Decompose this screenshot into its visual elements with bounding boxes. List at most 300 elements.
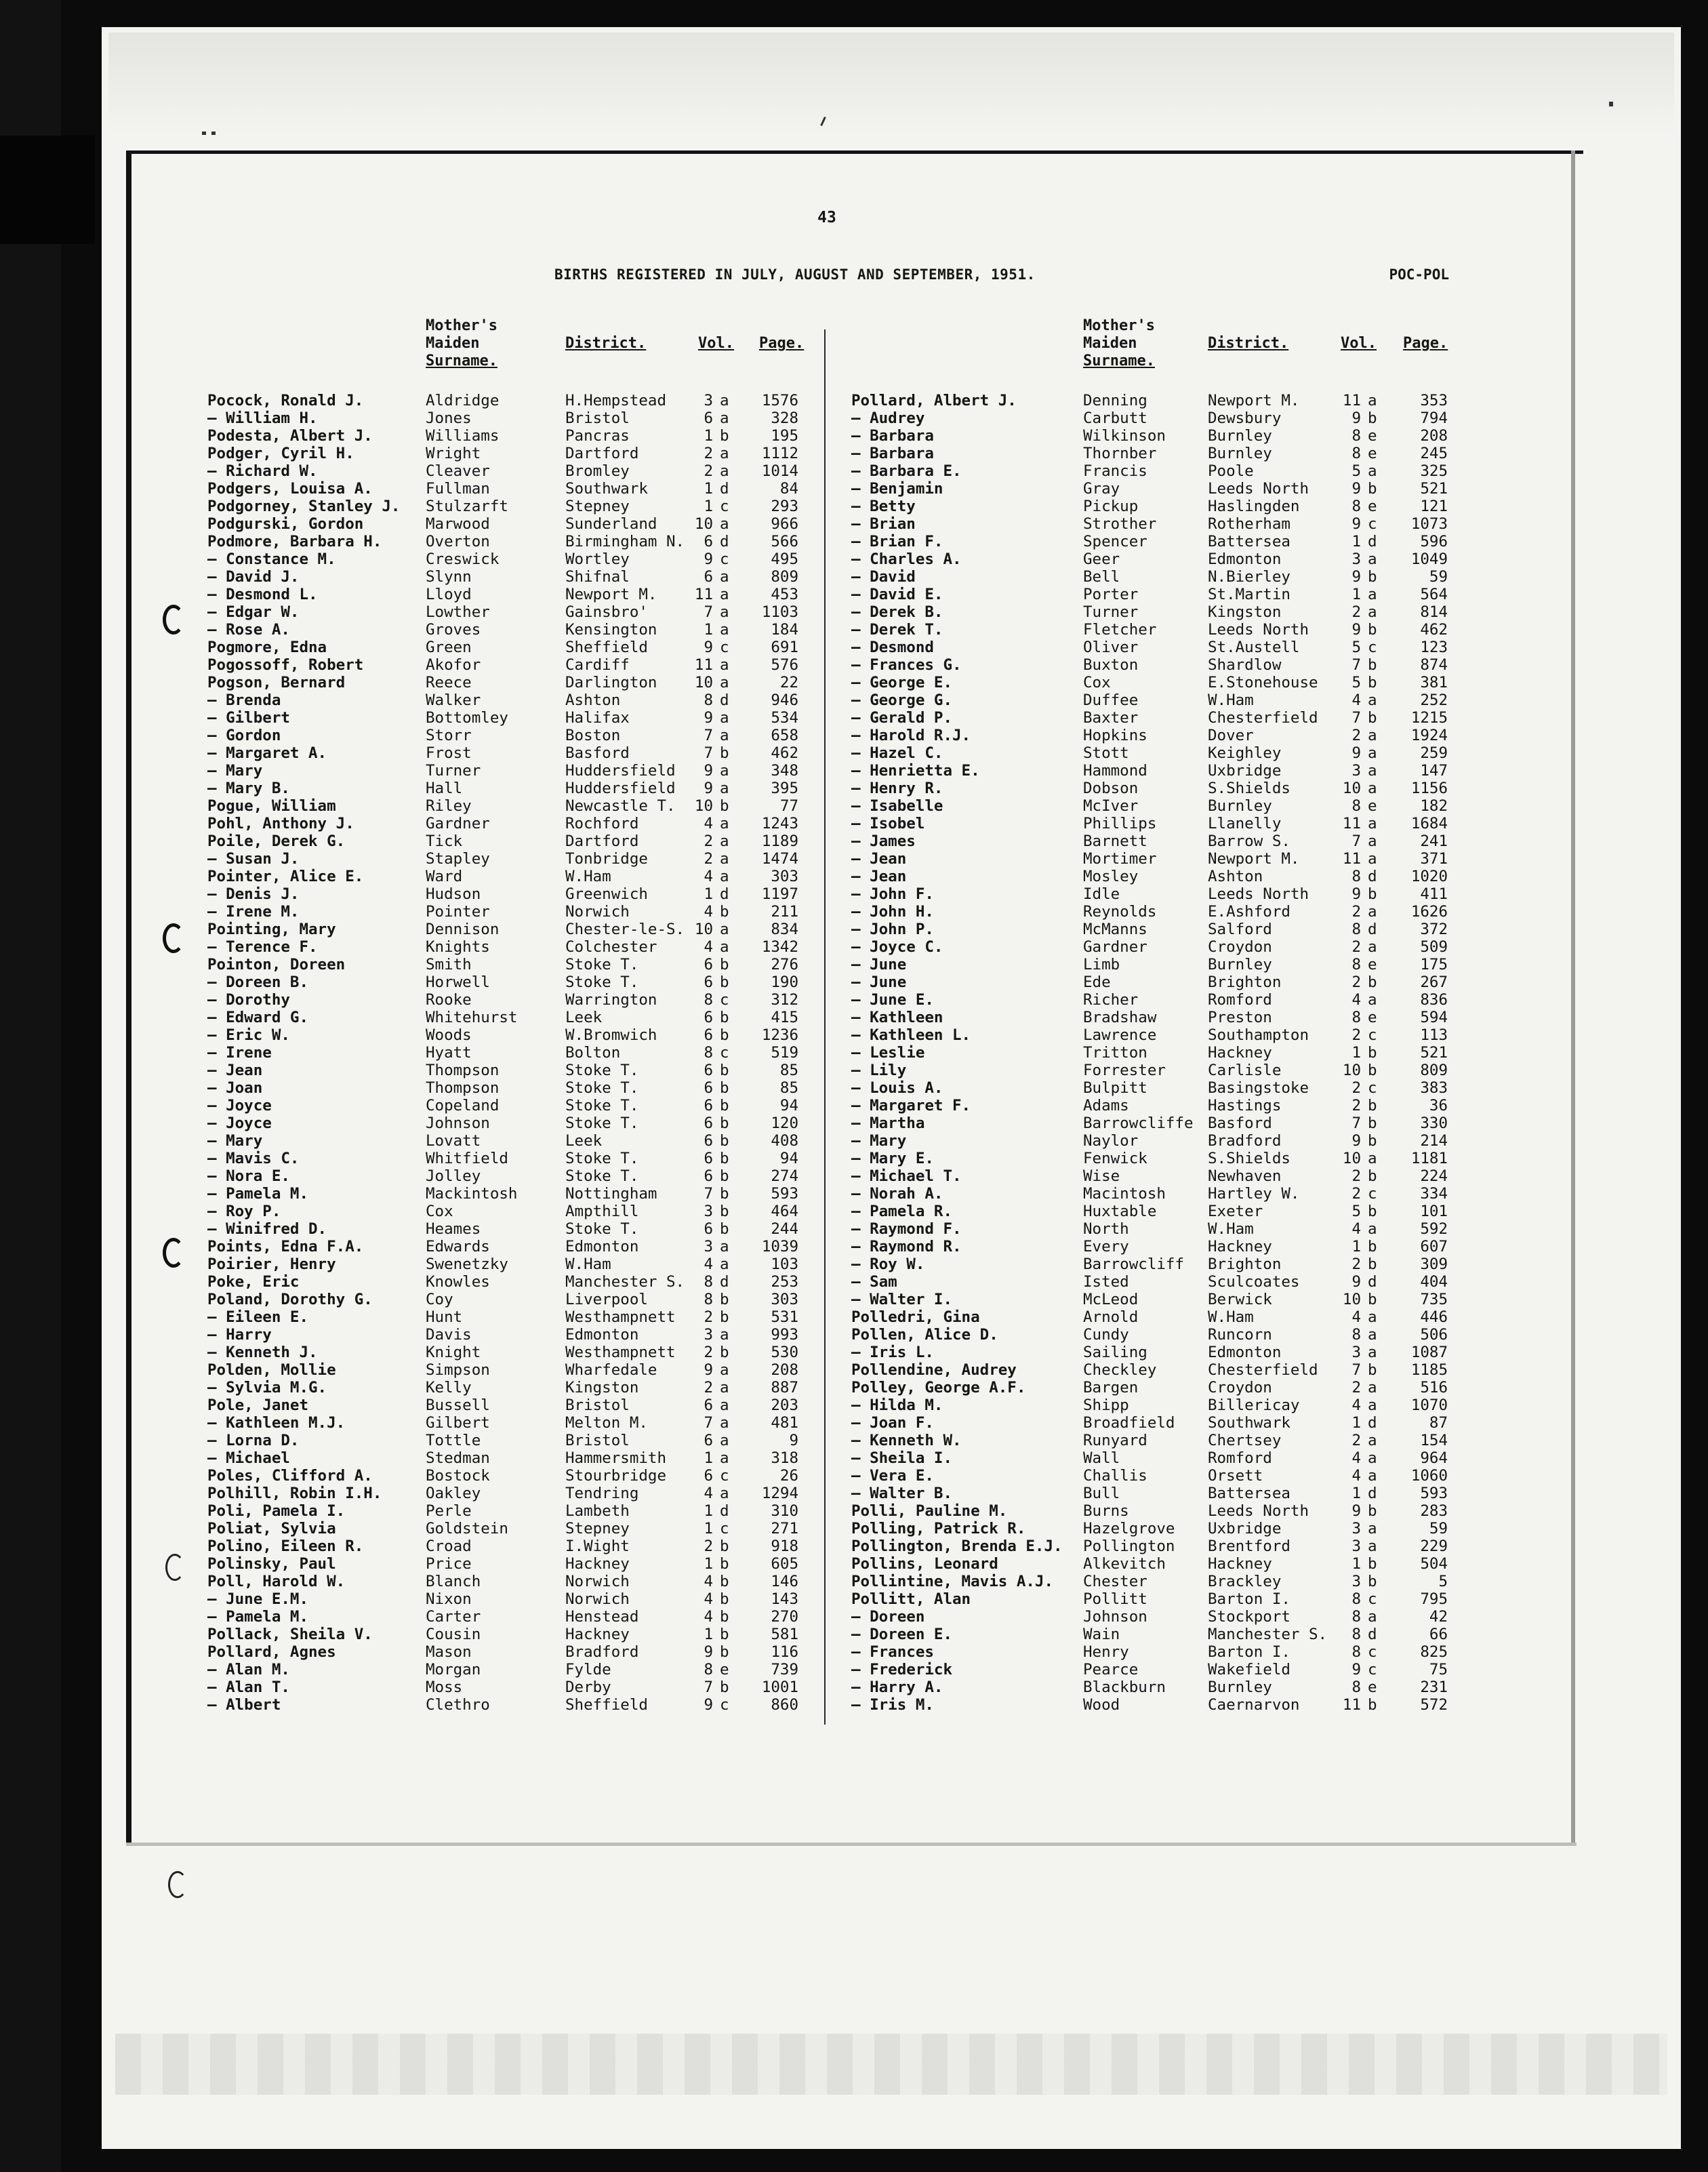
registration-district: Darlington [565,674,657,691]
mother-maiden-surname: Knowles [426,1273,490,1291]
mother-maiden-surname: Jones [426,409,472,427]
entry-name: Pollard, Agnes [207,1643,336,1661]
volume-part: a [720,1485,729,1502]
page-reference: 271 [771,1520,798,1537]
page-reference: 395 [771,780,798,797]
entry-name: — June [851,973,907,991]
volume-number: 3 [704,392,713,409]
mother-maiden-surname: Overton [426,533,490,550]
entry-name: — Frances G. [851,656,962,674]
page-reference: 59 [1429,568,1448,586]
vol-header: Vol. [698,335,734,352]
page-reference: 147 [1420,762,1448,780]
registration-district: Burnley [1208,427,1272,445]
entry-name: — Vera E. [851,1467,934,1485]
registration-district: Croydon [1208,1379,1272,1396]
entry-name: — Doreen B. [207,973,309,991]
volume-number: 7 [704,1414,713,1432]
registration-district: Stepney [565,498,630,515]
volume-part: a [720,815,729,832]
mother-maiden-surname: Barrowcliffe [1083,1114,1194,1132]
registration-district: Leeds North [1208,621,1309,639]
registration-district: Dewsbury [1208,409,1282,427]
mother-maiden-surname: Coy [426,1291,453,1308]
page-reference: 1924 [1410,727,1448,744]
entry-name: Pogossoff, Robert [207,656,364,674]
registration-district: Bradford [565,1643,639,1661]
volume-number: 2 [704,832,713,850]
volume-number: 8 [1351,1626,1361,1643]
registration-district: Barton I. [1208,1643,1290,1661]
volume-part: a [720,445,729,462]
mother-maiden-surname: Pointer [426,903,490,921]
registration-district: Leeds North [1208,885,1309,903]
volume-part: b [1368,973,1377,991]
registration-district: W.Bromwich [565,1026,657,1044]
registration-district: Keighley [1208,744,1282,762]
entry-name: — Derek T. [851,621,943,639]
volume-part: d [1368,1485,1377,1502]
page-reference: 887 [771,1379,798,1396]
page-reference: 411 [1420,885,1448,903]
registration-district: Huddersfield [565,762,676,780]
volume-number: 8 [1351,956,1361,973]
volume-number: 4 [704,1255,713,1273]
entry-name: — Walter I. [851,1291,953,1308]
page-reference: 5 [1438,1573,1448,1590]
mother-maiden-surname: Lowther [426,603,490,621]
volume-part: b [1368,568,1377,586]
page-reference: 259 [1420,744,1448,762]
entry-name: Poliat, Sylvia [207,1520,336,1537]
entry-name: — Derek B. [851,603,943,621]
volume-number: 7 [704,744,713,762]
volume-part: a [720,780,729,797]
entry-name: — Pamela M. [207,1185,309,1203]
volume-part: c [720,1520,729,1537]
entry-name: — Edgar W. [207,603,300,621]
registration-district: Wharfedale [565,1361,657,1379]
mother-maiden-surname: Cleaver [426,462,490,480]
volume-number: 9 [1351,568,1361,586]
volume-number: 9 [704,709,713,727]
entry-name: Podgers, Louisa A. [207,480,373,498]
volume-part: a [720,1326,729,1344]
entry-name: Pollington, Brenda E.J. [851,1537,1063,1555]
page-reference: 190 [771,973,798,991]
volume-part: e [1368,498,1377,515]
volume-number: 7 [1351,1114,1361,1132]
volume-part: d [1368,1414,1377,1432]
page-reference: 85 [779,1062,798,1079]
mother-maiden-surname: Wain [1083,1626,1120,1643]
registration-district: Sunderland [565,515,657,533]
mother-maiden-surname: Adams [1083,1097,1129,1114]
volume-number: 1 [1351,1238,1361,1255]
mother-maiden-surname: North [1083,1220,1129,1238]
volume-part: d [720,1502,729,1520]
volume-number: 8 [704,1044,713,1062]
mother-maiden-surname: Lloyd [426,586,472,603]
volume-number: 2 [704,850,713,868]
entry-name: — Denis J. [207,885,300,903]
volume-number: 9 [1351,515,1361,533]
page-reference: 175 [1420,956,1448,973]
entry-name: Podesta, Albert J. [207,427,373,445]
volume-part: a [720,868,729,885]
mother-maiden-surname: Perle [426,1502,472,1520]
mother-maiden-surname: Johnson [1083,1608,1147,1626]
page-reference: 1189 [761,832,798,850]
sheet-edge [1571,150,1575,1845]
page-reference: 371 [1420,850,1448,868]
volume-number: 1 [1351,1044,1361,1062]
volume-number: 8 [1351,1608,1361,1626]
page-reference: 1294 [761,1485,798,1502]
mother-maiden-surname: Lawrence [1083,1026,1157,1044]
registration-district: Hartley W. [1208,1185,1300,1203]
page-reference: 605 [771,1555,798,1573]
mother-maiden-surname: Oliver [1083,639,1139,656]
registration-district: Barton I. [1208,1590,1290,1608]
volume-number: 6 [704,533,713,550]
volume-part: e [1368,797,1377,815]
page-reference: 383 [1420,1079,1448,1097]
volume-part: a [720,762,729,780]
volume-part: a [1368,1608,1377,1626]
registration-district: Newhaven [1208,1167,1282,1185]
volume-number: 6 [704,1432,713,1449]
mother-maiden-surname: Whitfield [426,1150,508,1167]
volume-number: 9 [1351,744,1361,762]
registration-district: Cardiff [565,656,630,674]
entry-name: — Audrey [851,409,925,427]
page-reference: 408 [771,1132,798,1150]
volume-part: b [720,1150,729,1167]
mother-maiden-surname: Stulzarft [426,498,508,515]
volume-number: 1 [704,1626,713,1643]
entry-name: Pocock, Ronald J. [207,392,364,409]
entry-name: — Margaret A. [207,744,327,762]
volume-number: 7 [1351,832,1361,850]
volume-number: 2 [1351,727,1361,744]
volume-number: 2 [1351,1185,1361,1203]
volume-number: 11 [694,586,713,603]
registration-district: Shardlow [1208,656,1282,674]
district-header: District. [565,335,647,352]
entry-name: Pointer, Alice E. [207,868,364,885]
registration-district: Chesterfield [1208,1361,1318,1379]
entry-name: — George E. [851,674,953,691]
volume-number: 9 [704,1643,713,1661]
mother-maiden-surname: Limb [1083,956,1120,973]
registration-district: Edmonton [1208,1344,1282,1361]
page-reference: 36 [1429,1097,1448,1114]
volume-number: 6 [704,1167,713,1185]
mother-maiden-surname: Carter [426,1608,481,1626]
volume-number: 1 [704,1520,713,1537]
entry-name: Pogson, Bernard [207,674,346,691]
registration-district: Ashton [565,691,621,709]
page-reference: 607 [1420,1238,1448,1255]
volume-number: 1 [704,1502,713,1520]
entry-name: — Doreen [851,1608,925,1626]
registration-district: Gainsbro' [565,603,648,621]
volume-number: 2 [1351,603,1361,621]
volume-part: b [1368,1573,1377,1590]
registration-district: Stoke T. [565,956,639,973]
entry-name: — Michael T. [851,1167,962,1185]
volume-part: a [720,832,729,850]
volume-number: 8 [1351,868,1361,885]
scan-speck [211,132,216,135]
registration-district: Kingston [1208,603,1282,621]
mother-maiden-surname: Duffee [1083,691,1139,709]
registration-district: W.Ham [1208,1220,1254,1238]
entry-name: Pollen, Alice D. [851,1326,998,1344]
registration-district: Brentford [1208,1537,1290,1555]
mother-maiden-surname: Frost [426,744,472,762]
entry-name: — Iris M. [851,1696,934,1714]
volume-number: 1 [1351,1485,1361,1502]
registration-district: Lambeth [565,1502,630,1520]
mother-maiden-surname: Whitehurst [426,1009,518,1026]
page-reference: 1197 [761,885,798,903]
entry-name: — Barbara [851,427,934,445]
page-reference: 59 [1429,1520,1448,1537]
registration-district: Warrington [565,991,657,1009]
entry-name: Pointon, Doreen [207,956,346,973]
mother-maiden-surname: Bell [1083,568,1120,586]
mother-maiden-surname: Heames [426,1220,481,1238]
volume-part: b [720,1220,729,1238]
volume-number: 7 [1351,656,1361,674]
entry-name: — Barbara E. [851,462,962,480]
page-reference: 123 [1420,639,1448,656]
entry-name: — Joyce [207,1114,272,1132]
mother-maiden-surname: Williams [426,427,500,445]
page-reference: 252 [1420,691,1448,709]
volume-part: b [720,1291,729,1308]
page-reference: 593 [1420,1485,1448,1502]
volume-part: a [720,1432,729,1449]
page-reference: 101 [1420,1203,1448,1220]
mother-maiden-surname: Rooke [426,991,472,1009]
registration-district: Bradford [1208,1132,1282,1150]
mother-maiden-surname: Fenwick [1083,1150,1147,1167]
volume-number: 4 [1351,1467,1361,1485]
page-reference: 534 [771,709,798,727]
page-reference: 253 [771,1273,798,1291]
registration-district: Croydon [1208,938,1272,956]
volume-part: c [1368,639,1377,656]
volume-part: b [720,1062,729,1079]
volume-number: 11 [1342,1696,1361,1714]
page-reference: 576 [771,656,798,674]
page-reference: 860 [771,1696,798,1714]
entry-name: — Lorna D. [207,1432,300,1449]
registration-district: Wortley [565,550,630,568]
volume-number: 11 [1342,815,1361,832]
registration-district: Rochford [565,815,639,832]
volume-number: 9 [704,762,713,780]
volume-number: 4 [704,1608,713,1626]
volume-number: 4 [704,903,713,921]
page-reference: 208 [1420,427,1448,445]
entry-name: — James [851,832,916,850]
entry-name: — June E. [851,991,934,1009]
page-reference: 245 [1420,445,1448,462]
volume-part: a [1368,1432,1377,1449]
entry-name: — Martha [851,1114,925,1132]
entry-name: — Charles A. [851,550,962,568]
volume-part: a [1368,1449,1377,1467]
volume-number: 6 [704,1026,713,1044]
volume-part: b [720,1026,729,1044]
registration-district: Henstead [565,1608,639,1626]
registration-district: Burnley [1208,956,1272,973]
registration-district: Fylde [565,1661,611,1678]
mother-maiden-surname: Blanch [426,1573,481,1590]
page-reference: 464 [771,1203,798,1220]
entry-name: — Richard W. [207,462,318,480]
page-reference: 1215 [1410,709,1448,727]
entry-name: — John F. [851,885,934,903]
entry-name: Polley, George A.F. [851,1379,1026,1396]
volume-part: b [720,1203,729,1220]
mother-maiden-surname: McManns [1083,921,1147,938]
entry-name: — Terence F. [207,938,318,956]
volume-part: c [1368,1643,1377,1661]
registration-district: H.Hempstead [565,392,667,409]
volume-number: 1 [704,498,713,515]
registration-district: Leek [565,1132,603,1150]
page-reference: 739 [771,1661,798,1678]
mother-maiden-surname: Clethro [426,1696,490,1714]
registration-district: Rotherham [1208,515,1290,533]
volume-part: c [1368,1079,1377,1097]
volume-number: 2 [704,445,713,462]
volume-number: 2 [1351,1097,1361,1114]
mother-maiden-surname: Johnson [426,1114,490,1132]
entry-name: — Louis A. [851,1079,943,1097]
mother-maiden-surname: Hunt [426,1308,463,1326]
page-reference: 303 [771,868,798,885]
volume-part: b [1368,1291,1377,1308]
registration-district: S.Shields [1208,780,1290,797]
volume-part: d [720,885,729,903]
volume-part: a [720,709,729,727]
volume-number: 1 [704,480,713,498]
mother-maiden-surname: Barrowcliff [1083,1255,1185,1273]
volume-number: 6 [704,1467,713,1485]
mother-maiden-surname: Horwell [426,973,490,991]
mother-maiden-surname: Pickup [1083,498,1139,515]
volume-number: 10 [1342,780,1361,797]
header-line: Mother's [426,317,497,334]
page-reference: 146 [771,1573,798,1590]
volume-part: b [1368,1167,1377,1185]
mother-maiden-surname: McLeod [1083,1291,1139,1308]
scan-shadow [0,136,95,244]
entry-name: Polhill, Robin I.H. [207,1485,382,1502]
page-reference: 809 [1420,1062,1448,1079]
entry-name: Poli, Pamela I. [207,1502,346,1520]
registration-district: W.Ham [1208,691,1254,709]
volume-number: 8 [704,1273,713,1291]
entry-name: Points, Edna F.A. [207,1238,364,1255]
entry-name: — Kathleen [851,1009,943,1026]
page-reference: 1342 [761,938,798,956]
page-reference: 834 [771,921,798,938]
mother-maiden-surname: Ede [1083,973,1111,991]
mother-maiden-surname: Green [426,639,472,656]
volume-part: c [720,639,729,656]
mother-maiden-surname: Aldridge [426,392,500,409]
entry-name: Poland, Dorothy G. [207,1291,373,1308]
entry-name: — Alan T. [207,1678,290,1696]
volume-number: 6 [704,1220,713,1238]
mother-maiden-surname: Porter [1083,586,1139,603]
mother-maiden-surname: Dennison [426,921,500,938]
mother-maiden-surname: Mosley [1083,868,1139,885]
registration-district: Greenwich [565,885,648,903]
page-reference: 184 [771,621,798,639]
volume-number: 7 [704,727,713,744]
volume-part: c [1368,1026,1377,1044]
page-reference: 274 [771,1167,798,1185]
volume-number: 8 [1351,797,1361,815]
mother-maiden-surname: Hazelgrove [1083,1520,1175,1537]
volume-part: c [1368,1590,1377,1608]
page-reference: 318 [771,1449,798,1467]
page-reference: 1112 [761,445,798,462]
entry-name: — Barbara [851,445,934,462]
entry-name: — Albert [207,1696,281,1714]
registration-district: Boston [565,727,621,744]
volume-part: a [1368,815,1377,832]
entry-name: — Sheila I. [851,1449,953,1467]
volume-number: 3 [1351,1537,1361,1555]
volume-part: a [720,921,729,938]
entry-name: — Kenneth W. [851,1432,962,1449]
volume-number: 11 [694,656,713,674]
mother-maiden-surname: Idle [1083,885,1120,903]
mother-maiden-surname: Goldstein [426,1520,508,1537]
registration-district: Burnley [1208,1678,1272,1696]
volume-number: 10 [1342,1291,1361,1308]
registration-district: Westhampnett [565,1344,676,1361]
entry-name: — David E. [851,586,943,603]
volume-number: 11 [1342,392,1361,409]
entry-name: Pollintine, Mavis A.J. [851,1573,1054,1590]
volume-part: c [720,1044,729,1062]
mother-maiden-surname: Mackintosh [426,1185,518,1203]
registration-district: Derby [565,1678,611,1696]
page-reference: 381 [1420,674,1448,691]
volume-part: b [720,1009,729,1026]
registration-district: Colchester [565,938,657,956]
page-reference: 874 [1420,656,1448,674]
volume-part: b [720,427,729,445]
volume-part: a [720,674,729,691]
volume-number: 3 [704,1238,713,1255]
registration-district: Southwark [565,480,648,498]
volume-number: 5 [1351,1203,1361,1220]
volume-number: 8 [1351,921,1361,938]
volume-part: b [720,1079,729,1097]
volume-part: a [1368,550,1377,568]
